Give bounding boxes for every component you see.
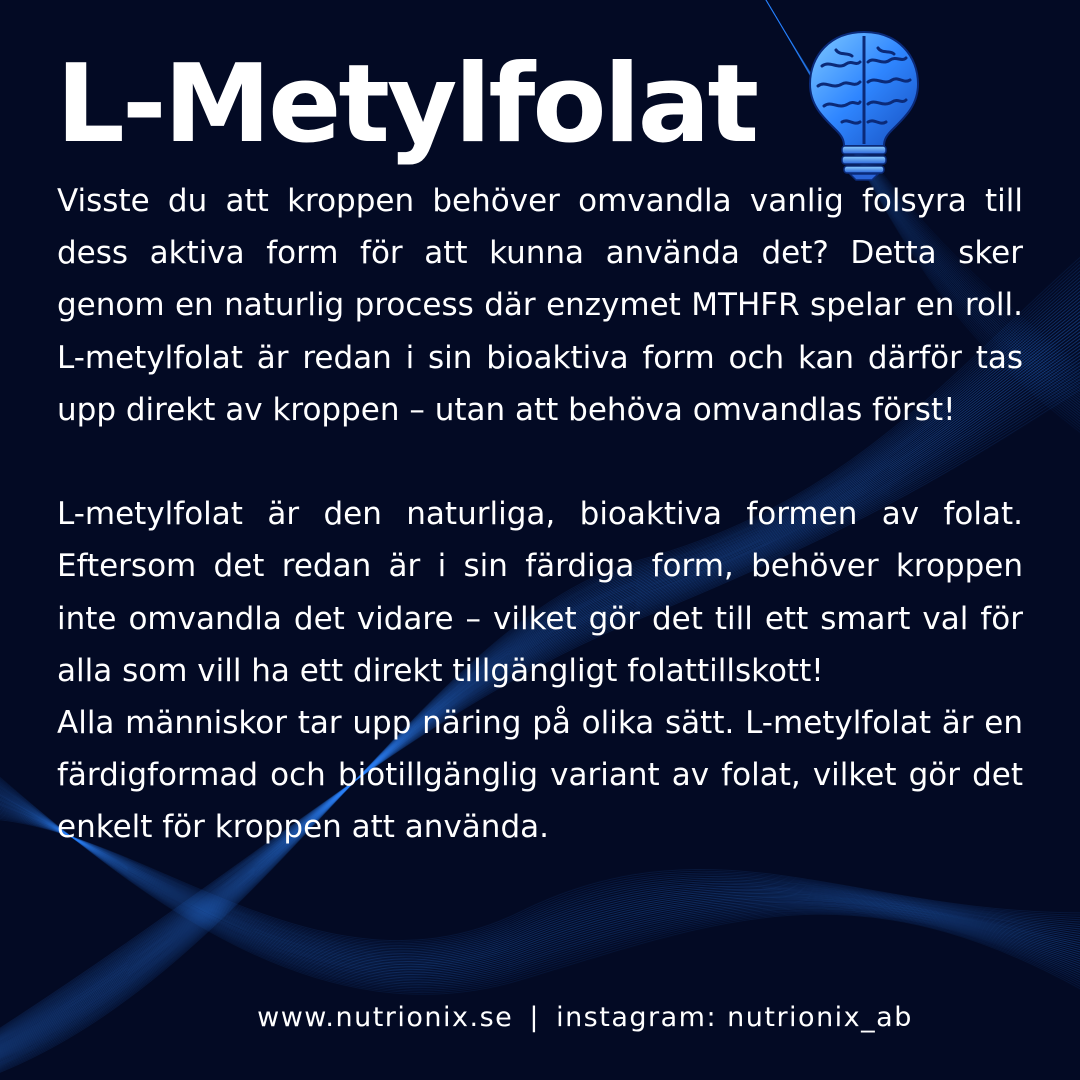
- instagram-handle[interactable]: instagram: nutrionix_ab: [556, 1002, 913, 1033]
- paragraph-nutrient-uptake: Alla människor tar upp näring på olika sätt. L-metylfolat är en färdigformad och biotillgänglig variant av folat, vilket gör det enkelt för kroppen att använda.: [57, 705, 1023, 846]
- page-title: L-Metylfolat: [56, 42, 757, 167]
- paragraph-spacer: [57, 436, 1023, 488]
- paragraph-bioactive-form: L-metylfolat är den naturliga, bioaktiva formen av folat. Eftersom det redan är i sin färdiga form, behöver kroppen inte omvandla det vidare – vilket gör det till ett smart val för alla som vill ha ett direkt tillgängligt folattillskott!: [57, 496, 1023, 689]
- body-text: [57, 175, 1023, 854]
- website-link[interactable]: www.nutrionix.se: [257, 1002, 514, 1033]
- footer: [0, 996, 1080, 1040]
- paragraph-intro: Visste du att kroppen behöver omvandla vanlig folsyra till dess aktiva form för att kunna använda det? Detta sker genom en naturlig process där enzymet MTHFR spelar en roll. L-metylfolat är redan i sin bioaktiva form och kan därför tas upp direkt av kroppen – utan att behöva omvandlas först!: [57, 183, 1023, 428]
- brain-lightbulb-icon: [802, 26, 926, 182]
- footer-separator: |: [529, 1002, 540, 1033]
